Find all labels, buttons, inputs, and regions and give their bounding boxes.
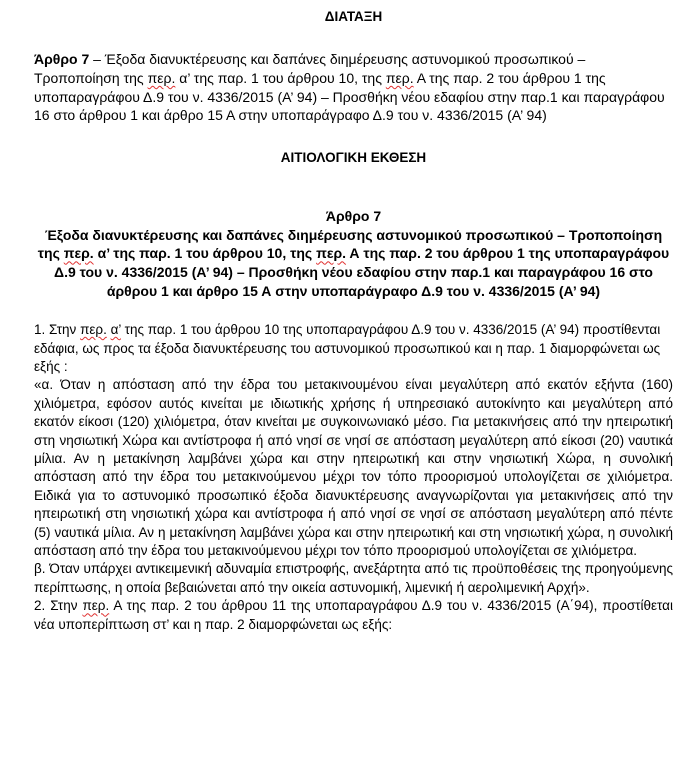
paragraph-1-per: περ. bbox=[80, 322, 107, 338]
heading-aitiologiki-ekthesi: ΑΙΤΙΟΛΟΓΙΚΗ ΕΚΘΕΣΗ bbox=[280, 149, 427, 165]
quoted-case-b: β. Όταν υπάρχει αντικειμενική αδυναμία επιστροφής, ανεξάρτητα από τις προϋποθέσεις της προηγούμενης περίπτωσης, η οποία βεβαιώνεται από την οικεία αστυνομική, λιμενική ή αερολιμενική Αρχή». bbox=[34, 561, 673, 595]
paragraph-1-alpha: α’ bbox=[110, 322, 121, 338]
paragraph-1 bbox=[34, 321, 673, 376]
article-subject-3: Α της παρ. 2 του άρθρου 1 της υποπαραγράφου Δ.9 του ν. 4336/2015 (Α’ 94) – Προσθήκη νέου εδαφίου στην παρ.1 και παραγράφου 16 στο άρθρου 1 και άρθρο 15 Α στην υποπαράγραφο Δ.9 του ν. 4336/2015 (Α’ 94) bbox=[54, 245, 670, 299]
paragraph-2-start: 2. Στην bbox=[34, 598, 83, 614]
intro-text-1: – Έξοδα διανυκτέρευσης και δαπάνες διημέρευσης αστυνομικού προσωπικού – Τροποποίηση της bbox=[34, 51, 586, 86]
intro-per-abbrev-2: περ. bbox=[385, 70, 414, 86]
article-number: Άρθρο 7 bbox=[325, 208, 382, 225]
article-body bbox=[34, 321, 673, 634]
intro-article-number: Άρθρο 7 bbox=[34, 51, 90, 68]
article-subject-2: α’ της παρ. 1 του άρθρου 10, της bbox=[93, 245, 317, 262]
article-per-abbrev: περ. bbox=[63, 245, 94, 262]
intro-per-abbrev: περ. bbox=[147, 70, 176, 86]
paragraph-2 bbox=[34, 597, 673, 634]
quoted-case-a: «α. Όταν η απόσταση από την έδρα του μετακινουμένου είναι μεγαλύτερη από εκατόν εξήντα (160) χιλιόμετρα, εφόσον αυτός κινείται με ιδιωτικής χρήσης ή υπηρεσιακό αυτοκίνητο και μεγαλύτερη από εκατόν είκοσι (120) χιλιόμετρα, όταν κινείται με συγκοινωνιακό μέσο. Για μετακινήσεις από την ηπειρωτική στη νησιωτική Χώρα και αντίστροφα ή από νησί σε νησί σε απόσταση μεγαλύτερη από είκοσι (20) ναυτικά μίλια. Αν η μετακίνηση λαμβάνει χώρα και στην ηπειρωτική και στην νησιωτική Χώρα, η συνολική απόσταση από την έδρα του μετακινούμενου μέχρι τον τόπο προορισμού υπολογίζεται σε χιλιόμετρα. Ειδικά για το αστυνομικό προσωπικό έξοδα διανυκτέρευσης αναγνωρίζονται για μετακινήσεις από την ηπειρωτική στη νησιωτική χώρα και αντίστροφα ή από νησί σε νησί σε απόσταση μεγαλύτερη από πέντε (5) ναυτικά μίλια. Αν η μετακίνηση λαμβάνει χώρα και στην ηπειρωτική και στη νησιωτική χώρα, η συνολική απόσταση από την έδρα του μετακινούμενου μέχρι τον τόπο προορισμού υπολογίζεται σε χιλιόμετρα. bbox=[34, 377, 673, 559]
heading-diataxi: ΔΙΑΤΑΞΗ bbox=[324, 9, 383, 24]
paragraph-1-rest: της παρ. 1 του άρθρου 10 της υποπαραγράφου Δ.9 του ν. 4336/2015 (Α’ 94) προστίθενται εδάφια, ως προς τα έξοδα διανυκτέρευσης του αστυνομικού προσωπικού και η παρ. 1 διαμορφώνεται ως εξής : bbox=[34, 322, 661, 374]
article-subject bbox=[34, 226, 673, 300]
article-per-abbrev-2: περ. bbox=[316, 245, 347, 262]
paragraph-2-rest: Α της παρ. 2 του άρθρου 11 της υποπαραγράφου Δ.9 του ν. 4336/2015 (Α΄94), προστίθεται νέα υποπερίπτωση στ’ και η παρ. 2 διαμορφώνεται ως εξής: bbox=[34, 598, 673, 632]
paragraph-2-per: περ. bbox=[82, 598, 110, 614]
intro-text-3: Α της παρ. 2 του άρθρου 1 της υποπαραγράφου Δ.9 του ν. 4336/2015 (Α’ 94) – Προσθήκη νέου εδαφίου στην παρ.1 και παραγράφου 16 στο άρθρου 1 και άρθρο 15 Α στην υποπαράγραφο Δ.9 του ν. 4336/2015 (Α’ 94) bbox=[34, 70, 665, 124]
intro-text-2: α’ της παρ. 1 του άρθρου 10, της bbox=[175, 70, 386, 86]
article-subject-1: Έξοδα διανυκτέρευσης και δαπάνες διημέρευσης αστυνομικού προσωπικού – Τροποποίηση της bbox=[37, 226, 663, 262]
paragraph-1-start: 1. Στην bbox=[34, 322, 81, 338]
article-title-block bbox=[34, 207, 673, 300]
provision-intro bbox=[34, 50, 673, 124]
